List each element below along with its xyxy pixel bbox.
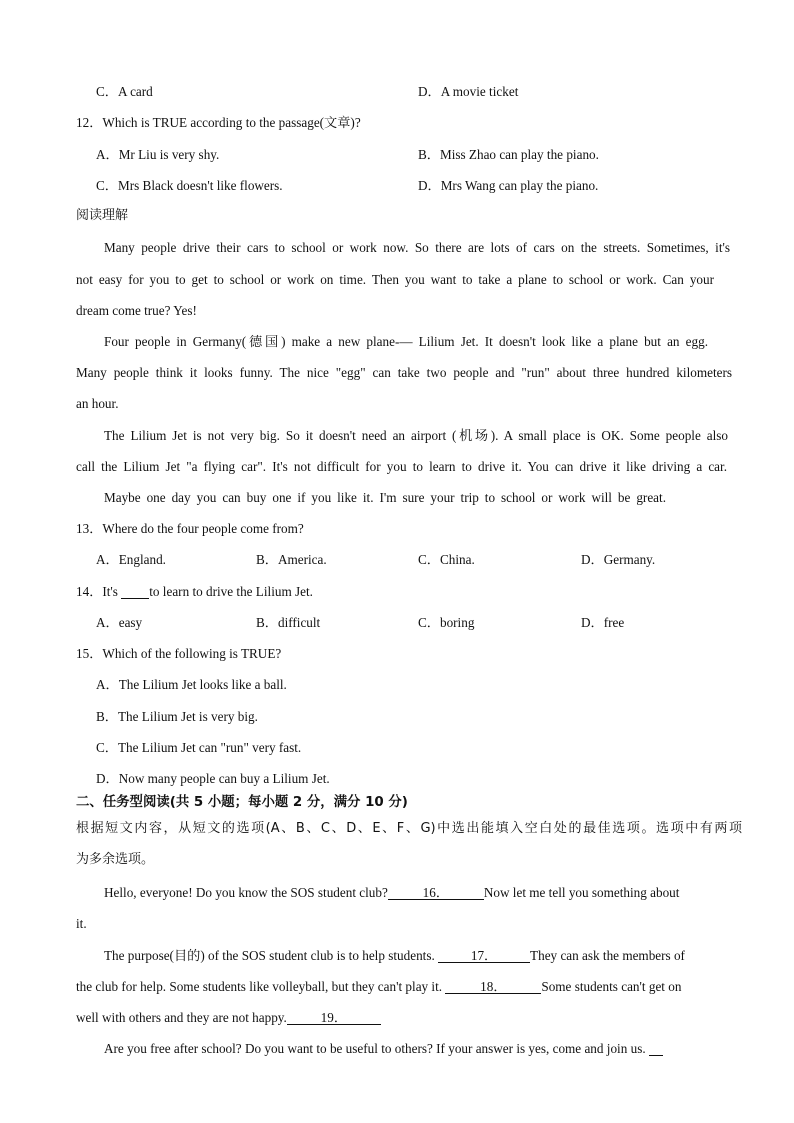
q14-stem-start: 14．It's xyxy=(76,584,122,599)
answer-blank-20[interactable] xyxy=(649,1042,663,1056)
passage-line: call the Lilium Jet "a flying car". It's not difficult for you to learn to drive it. You can drive it like driving a car. xyxy=(76,459,727,474)
q12-option-d: D．Mrs Wang can play the piano. xyxy=(418,178,599,193)
answer-blank-19[interactable]: 19． xyxy=(287,1011,381,1025)
p3-start: the club for help. Some students like volleyball, but they can't play it. xyxy=(76,979,446,994)
q13-option-c: C．China. xyxy=(418,552,475,567)
answer-blank[interactable] xyxy=(121,585,149,599)
p3-end: Some students can't get on xyxy=(541,979,682,994)
q14-option-d: D．free xyxy=(581,615,625,630)
q14-stem-end: to learn to drive the Lilium Jet. xyxy=(149,584,313,599)
task-paragraph-line xyxy=(104,1042,663,1056)
p4-start: well with others and they are not happy. xyxy=(76,1010,287,1025)
passage-line: Many people think it looks funny. The nice "egg" can take two people and "run" about three hundred kilometers xyxy=(76,365,732,380)
passage-line: an hour. xyxy=(76,396,119,411)
q13-stem: 13．Where do the four people come from? xyxy=(76,521,304,536)
p1-start: Hello, everyone! Do you know the SOS student club? xyxy=(104,885,388,900)
q13-option-b: B．America. xyxy=(256,552,327,567)
passage-line: Many people drive their cars to school or work now. So there are lots of cars on the streets. Sometimes, it's xyxy=(104,240,730,255)
q14-option-a: A．easy xyxy=(96,615,143,630)
task-paragraph-line xyxy=(104,886,679,900)
p5-text: Are you free after school? Do you want to be useful to others? If your answer is yes, come and join us. xyxy=(104,1041,649,1056)
section-instruction: 为多余选项。 xyxy=(76,852,155,867)
passage-line: dream come true? Yes! xyxy=(76,303,197,318)
q12-option-c: C．Mrs Black doesn't like flowers. xyxy=(96,178,283,193)
q15-option-b: B．The Lilium Jet is very big. xyxy=(96,709,258,724)
task-paragraph-line xyxy=(76,1011,381,1025)
q15-stem: 15．Which of the following is TRUE? xyxy=(76,646,282,661)
task-paragraph-line xyxy=(104,949,685,963)
passage-line: Four people in Germany(德国) make a new plane-— Lilium Jet. It doesn't look like a plane but an egg. xyxy=(104,334,708,349)
q15-option-d: D．Now many people can buy a Lilium Jet. xyxy=(96,771,330,786)
q14-option-c: C．boring xyxy=(418,615,475,630)
reading-heading: 阅读理解 xyxy=(76,208,129,223)
section-heading: 二、任务型阅读(共 5 小题；每小题 2 分，满分 10 分) xyxy=(76,795,408,810)
p2-end: They can ask the members of xyxy=(530,948,685,963)
task-paragraph-line xyxy=(76,980,681,994)
q13-option-d: D．Germany. xyxy=(581,552,656,567)
q14-option-b: B．difficult xyxy=(256,615,321,630)
p2-start: The purpose(目的) of the SOS student club is to help students. xyxy=(104,948,439,963)
q14-stem xyxy=(76,585,313,599)
q12-option-a: A．Mr Liu is very shy. xyxy=(96,147,220,162)
q11-option-d: D．A movie ticket xyxy=(418,84,519,99)
q13-option-a: A．England. xyxy=(96,552,166,567)
q11-option-c: C．A card xyxy=(96,84,153,99)
answer-blank-17[interactable]: 17． xyxy=(438,949,530,963)
answer-blank-16[interactable]: 16． xyxy=(388,886,484,900)
task-paragraph-line: it. xyxy=(76,916,87,931)
p1-end: Now let me tell you something about xyxy=(483,885,680,900)
passage-line: Maybe one day you can buy one if you like it. I'm sure your trip to school or work will be great. xyxy=(104,490,666,505)
q15-option-a: A．The Lilium Jet looks like a ball. xyxy=(96,677,287,692)
section-instruction: 根据短文内容，从短文的选项(A、B、C、D、E、F、G)中选出能填入空白处的最佳选项。选项中有两项 xyxy=(76,821,742,836)
q12-option-b: B．Miss Zhao can play the piano. xyxy=(418,147,599,162)
q12-stem: 12．Which is TRUE according to the passage(文章)? xyxy=(76,115,361,130)
passage-line: not easy for you to get to school or work on time. Then you want to take a plane to school or work. Can your xyxy=(76,272,714,287)
answer-blank-18[interactable]: 18． xyxy=(445,980,541,994)
passage-line: The Lilium Jet is not very big. So it doesn't need an airport (机场). A small place is OK. Some people also xyxy=(104,428,728,443)
q15-option-c: C．The Lilium Jet can "run" very fast. xyxy=(96,740,302,755)
